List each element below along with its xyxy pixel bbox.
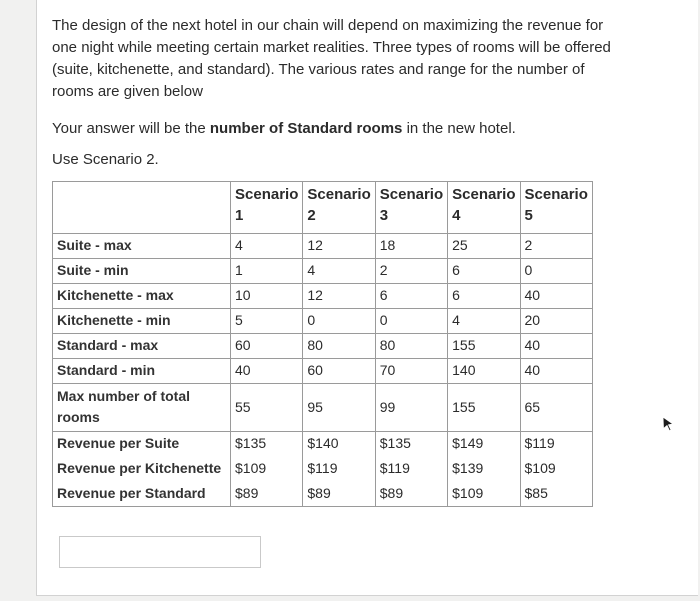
table-cell: 140 (448, 359, 520, 384)
row-label: Revenue per Standard (53, 482, 231, 507)
table-row (53, 384, 593, 432)
table-cell: $140 (303, 432, 375, 457)
answer-suffix: in the new hotel. (402, 120, 516, 137)
row-label: Standard - max (53, 334, 231, 359)
table-cell: 5 (231, 309, 303, 334)
table-cell: 6 (448, 284, 520, 309)
table-cell: 55 (231, 384, 303, 432)
table-cell: $135 (375, 432, 447, 457)
table-cell: 4 (303, 259, 375, 284)
table-cell: $135 (231, 432, 303, 457)
answer-input[interactable] (59, 536, 261, 568)
table-cell: 65 (520, 384, 592, 432)
table-cell: 155 (448, 334, 520, 359)
table-cell: $119 (520, 432, 592, 457)
table-cell: $89 (303, 482, 375, 507)
row-label: Kitchenette - min (53, 309, 231, 334)
row-label: Suite - min (53, 259, 231, 284)
table-cell: $109 (231, 457, 303, 482)
table-cell: $109 (520, 457, 592, 482)
table-row (53, 432, 593, 457)
table-cell: 0 (520, 259, 592, 284)
table-cell: $139 (448, 457, 520, 482)
row-label: Max number of total rooms (53, 384, 231, 432)
scenario-note: Use Scenario 2. (52, 151, 159, 168)
answer-instruction (52, 118, 612, 140)
table-cell: 99 (375, 384, 447, 432)
answer-prefix: Your answer will be the (52, 120, 210, 137)
table-cell: $109 (448, 482, 520, 507)
table-cell: 1 (231, 259, 303, 284)
table-cell: 6 (448, 259, 520, 284)
table-cell: 70 (375, 359, 447, 384)
table-cell: 20 (520, 309, 592, 334)
row-label: Kitchenette - max (53, 284, 231, 309)
table-row (53, 482, 593, 507)
table-cell: 10 (231, 284, 303, 309)
table-row (53, 259, 593, 284)
mouse-cursor-icon (661, 416, 675, 432)
header-cell: Scenario 5 (520, 182, 592, 234)
table-cell: 6 (375, 284, 447, 309)
table-cell: 40 (520, 334, 592, 359)
table-cell: $119 (375, 457, 447, 482)
table-header-row (53, 182, 593, 234)
table-cell: 18 (375, 234, 447, 259)
row-label: Suite - max (53, 234, 231, 259)
table-cell: 60 (231, 334, 303, 359)
table-cell: 0 (375, 309, 447, 334)
table-cell: 4 (231, 234, 303, 259)
table-row (53, 284, 593, 309)
table-cell: $89 (375, 482, 447, 507)
table-cell: 40 (520, 284, 592, 309)
table-cell: 12 (303, 234, 375, 259)
header-cell: Scenario 4 (448, 182, 520, 234)
row-label: Standard - min (53, 359, 231, 384)
table-cell: 25 (448, 234, 520, 259)
scenario-table (52, 181, 593, 507)
table-cell: $119 (303, 457, 375, 482)
table-cell: 4 (448, 309, 520, 334)
header-corner-cell (53, 182, 231, 234)
table-cell: $85 (520, 482, 592, 507)
scenario-table-wrapper (52, 181, 593, 507)
table-row (53, 359, 593, 384)
question-intro: The design of the next hotel in our chain will depend on maximizing the revenue for one night while meeting certain market realities. Three types of rooms will be offered (suite, kitchenette, and standard). The various rates and range for the number of rooms are given below (52, 17, 611, 100)
header-cell: Scenario 1 (231, 182, 303, 234)
answer-emphasis: number of Standard rooms (209, 120, 403, 137)
table-cell: 2 (520, 234, 592, 259)
table-cell: 95 (303, 384, 375, 432)
header-cell: Scenario 3 (375, 182, 447, 234)
question-card (36, 0, 698, 596)
table-cell: 2 (375, 259, 447, 284)
table-cell: 40 (231, 359, 303, 384)
table-cell: 155 (448, 384, 520, 432)
table-row (53, 334, 593, 359)
table-cell: $89 (231, 482, 303, 507)
row-label: Revenue per Suite (53, 432, 231, 457)
row-label: Revenue per Kitchenette (53, 457, 231, 482)
table-cell: $149 (448, 432, 520, 457)
table-cell: 12 (303, 284, 375, 309)
table-cell: 80 (303, 334, 375, 359)
table-cell: 80 (375, 334, 447, 359)
table-cell: 40 (520, 359, 592, 384)
table-row (53, 234, 593, 259)
table-row (53, 309, 593, 334)
table-row (53, 457, 593, 482)
table-cell: 60 (303, 359, 375, 384)
header-cell: Scenario 2 (303, 182, 375, 234)
table-cell: 0 (303, 309, 375, 334)
